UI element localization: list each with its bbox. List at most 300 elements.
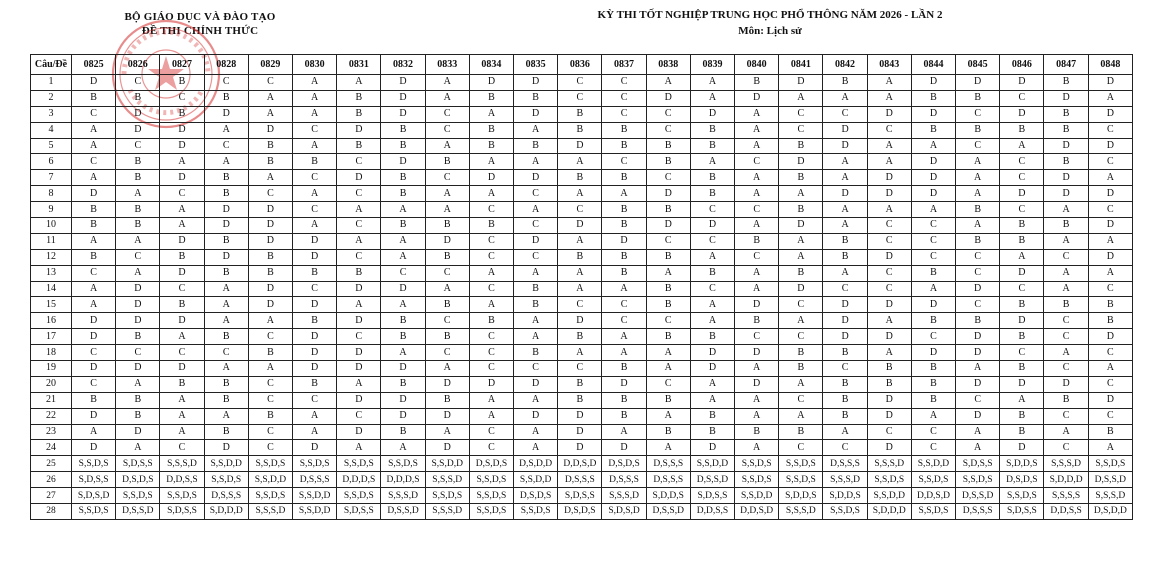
answer-cell: S,D,D,S bbox=[779, 488, 823, 504]
answer-cell: B bbox=[72, 202, 116, 218]
answer-cell: B bbox=[72, 249, 116, 265]
answer-cell: A bbox=[558, 281, 602, 297]
answer-cell: A bbox=[337, 376, 381, 392]
table-row bbox=[31, 106, 1133, 122]
answer-cell: B bbox=[425, 329, 469, 345]
answer-cell: D bbox=[646, 186, 690, 202]
answer-cell: A bbox=[337, 440, 381, 456]
ministry-header bbox=[100, 10, 300, 38]
answer-cell: C bbox=[735, 202, 779, 218]
exam-code-header: 0836 bbox=[558, 55, 602, 75]
answer-cell: C bbox=[735, 154, 779, 170]
answer-cell: B bbox=[425, 154, 469, 170]
answer-cell: A bbox=[646, 75, 690, 91]
table-row bbox=[31, 392, 1133, 408]
answer-cell: A bbox=[204, 361, 248, 377]
answer-cell: A bbox=[116, 376, 160, 392]
answer-cell: B bbox=[248, 408, 292, 424]
answer-cell: D bbox=[425, 233, 469, 249]
answer-cell: S,D,D,S bbox=[1000, 456, 1044, 472]
answer-cell: A bbox=[72, 233, 116, 249]
table-row bbox=[31, 313, 1133, 329]
answer-cell: B bbox=[469, 122, 513, 138]
answer-cell: C bbox=[425, 265, 469, 281]
answer-cell: A bbox=[779, 408, 823, 424]
answer-cell: D bbox=[72, 313, 116, 329]
answer-cell: A bbox=[514, 440, 558, 456]
answer-cell: C bbox=[469, 361, 513, 377]
answer-cell: D,S,D,S bbox=[469, 456, 513, 472]
answer-cell: A bbox=[204, 297, 248, 313]
answer-cell: D bbox=[1000, 75, 1044, 91]
answer-cell: C bbox=[602, 313, 646, 329]
answer-cell: B bbox=[381, 138, 425, 154]
answer-cell: C bbox=[1044, 361, 1088, 377]
answer-cell: S,S,S,D bbox=[248, 504, 292, 520]
answer-cell: C bbox=[911, 329, 955, 345]
answer-cell: B bbox=[911, 376, 955, 392]
answer-cell: D bbox=[867, 408, 911, 424]
answer-cell: C bbox=[602, 154, 646, 170]
answer-cell: D bbox=[1088, 75, 1132, 91]
answer-cell: A bbox=[514, 265, 558, 281]
answer-cell: D bbox=[116, 361, 160, 377]
question-number: 10 bbox=[31, 218, 72, 234]
answer-cell: D bbox=[1000, 376, 1044, 392]
answer-cell: A bbox=[469, 186, 513, 202]
answer-cell: A bbox=[646, 361, 690, 377]
question-number: 13 bbox=[31, 265, 72, 281]
answer-cell: D bbox=[779, 75, 823, 91]
answer-cell: D bbox=[1088, 138, 1132, 154]
answer-cell: C bbox=[646, 376, 690, 392]
answer-cell: A bbox=[867, 138, 911, 154]
exam-code-header: 0843 bbox=[867, 55, 911, 75]
answer-cell: C bbox=[469, 249, 513, 265]
answer-cell: A bbox=[425, 138, 469, 154]
answer-cell: B bbox=[823, 345, 867, 361]
answer-cell: D bbox=[204, 249, 248, 265]
answer-cell: B bbox=[823, 376, 867, 392]
answer-cell: D bbox=[160, 313, 204, 329]
answer-cell: D bbox=[956, 281, 1000, 297]
answer-cell: C bbox=[911, 218, 955, 234]
answer-cell: B bbox=[160, 75, 204, 91]
answer-cell: A bbox=[911, 202, 955, 218]
answer-cell: B bbox=[779, 138, 823, 154]
answer-cell: C bbox=[514, 218, 558, 234]
answer-cell: D bbox=[160, 361, 204, 377]
answer-cell: B bbox=[204, 376, 248, 392]
answer-cell: D bbox=[779, 281, 823, 297]
answer-cell: C bbox=[646, 313, 690, 329]
answer-cell: B bbox=[646, 138, 690, 154]
answer-cell: D bbox=[1088, 392, 1132, 408]
answer-cell: A bbox=[1000, 249, 1044, 265]
answer-cell: D,S,D,D bbox=[1088, 504, 1132, 520]
answer-cell: D bbox=[823, 313, 867, 329]
table-row bbox=[31, 440, 1133, 456]
answer-cell: A bbox=[514, 122, 558, 138]
answer-cell: B bbox=[116, 202, 160, 218]
answer-cell: A bbox=[1044, 265, 1088, 281]
answer-cell: B bbox=[204, 90, 248, 106]
answer-cell: S,S,D,S bbox=[72, 456, 116, 472]
answer-cell: A bbox=[293, 424, 337, 440]
answer-cell: C bbox=[337, 154, 381, 170]
table-row bbox=[31, 138, 1133, 154]
answer-cell: B bbox=[116, 90, 160, 106]
exam-code-header: 0847 bbox=[1044, 55, 1088, 75]
answer-cell: D bbox=[1044, 186, 1088, 202]
answer-cell: B bbox=[646, 424, 690, 440]
answer-cell: D,S,D,S bbox=[514, 488, 558, 504]
answer-cell: S,S,D,S bbox=[779, 472, 823, 488]
answer-cell: S,S,D,S bbox=[867, 472, 911, 488]
answer-cell: C bbox=[558, 75, 602, 91]
answer-cell: C bbox=[1044, 440, 1088, 456]
answer-cell: D bbox=[337, 345, 381, 361]
question-number: 23 bbox=[31, 424, 72, 440]
answer-cell: C bbox=[1088, 376, 1132, 392]
answer-cell: S,S,D,S bbox=[72, 504, 116, 520]
exam-code-header: 0838 bbox=[646, 55, 690, 75]
answer-cell: A bbox=[911, 281, 955, 297]
answer-cell: S,S,D,S bbox=[293, 456, 337, 472]
answer-cell: D bbox=[1044, 170, 1088, 186]
answer-cell: C bbox=[1000, 202, 1044, 218]
answer-cell: S,S,S,D bbox=[823, 472, 867, 488]
answer-cell: B bbox=[690, 329, 734, 345]
answer-cell: B bbox=[204, 186, 248, 202]
answer-cell: D,D,S,S bbox=[690, 504, 734, 520]
answer-cell: A bbox=[956, 170, 1000, 186]
answer-cell: D bbox=[204, 106, 248, 122]
answer-cell: A bbox=[1000, 392, 1044, 408]
answer-cell: D bbox=[911, 106, 955, 122]
answer-cell: A bbox=[116, 265, 160, 281]
answer-cell: A bbox=[735, 408, 779, 424]
answer-cell: C bbox=[1088, 281, 1132, 297]
answer-cell: B bbox=[248, 345, 292, 361]
answer-cell: S,D,S,S bbox=[116, 456, 160, 472]
answer-cell: B bbox=[204, 424, 248, 440]
answer-cell: S,S,D,D bbox=[204, 456, 248, 472]
exam-code-header: 0835 bbox=[514, 55, 558, 75]
answer-cell: C bbox=[1044, 249, 1088, 265]
answer-cell: D bbox=[1000, 440, 1044, 456]
answer-cell: S,D,S,S bbox=[956, 456, 1000, 472]
answer-cell: B bbox=[690, 408, 734, 424]
answer-cell: A bbox=[602, 281, 646, 297]
answer-cell: D bbox=[911, 186, 955, 202]
table-row bbox=[31, 424, 1133, 440]
answer-cell: B bbox=[425, 218, 469, 234]
answer-cell: C bbox=[248, 75, 292, 91]
answer-cell: D bbox=[337, 281, 381, 297]
answer-cell: B bbox=[72, 218, 116, 234]
answer-cell: A bbox=[381, 297, 425, 313]
answer-cell: A bbox=[1044, 345, 1088, 361]
answer-cell: B bbox=[72, 392, 116, 408]
answer-cell: C bbox=[293, 281, 337, 297]
answer-cell: C bbox=[337, 408, 381, 424]
answer-cell: D bbox=[690, 345, 734, 361]
answer-cell: D bbox=[602, 440, 646, 456]
answer-cell: S,S,S,D bbox=[1044, 456, 1088, 472]
answer-cell: D,S,D,S bbox=[558, 504, 602, 520]
answer-cell: D bbox=[602, 233, 646, 249]
answer-cell: D bbox=[956, 376, 1000, 392]
answer-cell: S,S,D,S bbox=[337, 456, 381, 472]
answer-cell: C bbox=[1044, 329, 1088, 345]
answer-cell: S,D,S,S bbox=[72, 472, 116, 488]
answer-cell: B bbox=[602, 408, 646, 424]
answer-cell: A bbox=[72, 424, 116, 440]
answer-cell: C bbox=[1000, 345, 1044, 361]
answer-cell: A bbox=[248, 106, 292, 122]
answer-cell: D bbox=[293, 249, 337, 265]
answer-cell: B bbox=[779, 202, 823, 218]
answer-cell: B bbox=[1044, 122, 1088, 138]
answer-cell: B bbox=[293, 376, 337, 392]
answer-cell: A bbox=[779, 249, 823, 265]
answer-cell: A bbox=[293, 186, 337, 202]
answer-cell: C bbox=[160, 186, 204, 202]
answer-cell: D bbox=[160, 138, 204, 154]
answer-cell: C bbox=[248, 186, 292, 202]
answer-cell: B bbox=[72, 90, 116, 106]
answer-cell: B bbox=[735, 313, 779, 329]
answer-cell: C bbox=[204, 75, 248, 91]
answer-cell: B bbox=[293, 154, 337, 170]
answer-cell: D bbox=[248, 218, 292, 234]
answer-cell: S,D,D,S bbox=[646, 488, 690, 504]
answer-cell: A bbox=[646, 408, 690, 424]
answer-cell: B bbox=[779, 424, 823, 440]
answer-cell: S,D,D,D bbox=[204, 504, 248, 520]
answer-cell: D bbox=[867, 170, 911, 186]
answer-cell: A bbox=[735, 440, 779, 456]
answer-cell: D bbox=[690, 218, 734, 234]
answer-cell: A bbox=[956, 186, 1000, 202]
answer-cell: D bbox=[293, 233, 337, 249]
answer-cell: B bbox=[514, 90, 558, 106]
answer-cell: D bbox=[690, 440, 734, 456]
answer-cell: D bbox=[160, 233, 204, 249]
exam-code-header: 0837 bbox=[602, 55, 646, 75]
answer-cell: B bbox=[1000, 122, 1044, 138]
answer-cell: C bbox=[1000, 281, 1044, 297]
answer-cell: B bbox=[956, 202, 1000, 218]
answer-cell: A bbox=[735, 122, 779, 138]
answer-cell: C bbox=[779, 297, 823, 313]
answer-cell: A bbox=[823, 90, 867, 106]
question-number: 15 bbox=[31, 297, 72, 313]
answer-cell: B bbox=[425, 249, 469, 265]
answer-cell: D bbox=[160, 265, 204, 281]
answer-cell: S,S,S,D bbox=[381, 488, 425, 504]
answer-cell: C bbox=[823, 106, 867, 122]
answer-cell: D,D,S,D bbox=[911, 488, 955, 504]
answer-cell: B bbox=[1000, 297, 1044, 313]
question-number: 8 bbox=[31, 186, 72, 202]
answer-cell: S,S,D,S bbox=[116, 488, 160, 504]
answer-cell: A bbox=[337, 233, 381, 249]
answer-cell: B bbox=[337, 90, 381, 106]
answer-cell: B bbox=[558, 170, 602, 186]
answer-cell: D bbox=[116, 297, 160, 313]
answer-cell: A bbox=[956, 218, 1000, 234]
answer-cell: B bbox=[469, 138, 513, 154]
answer-cell: S,S,D,S bbox=[204, 472, 248, 488]
answer-cell: B bbox=[1044, 392, 1088, 408]
answer-cell: D bbox=[425, 376, 469, 392]
answer-cell: A bbox=[956, 440, 1000, 456]
answer-cell: D bbox=[72, 329, 116, 345]
answer-cell: C bbox=[956, 249, 1000, 265]
answer-cell: B bbox=[469, 313, 513, 329]
answer-cell: A bbox=[293, 218, 337, 234]
answer-cell: D bbox=[690, 361, 734, 377]
answer-cell: C bbox=[1088, 122, 1132, 138]
answer-cell: A bbox=[514, 313, 558, 329]
answer-cell: D bbox=[867, 440, 911, 456]
answer-cell: D bbox=[425, 440, 469, 456]
answer-cell: C bbox=[248, 329, 292, 345]
answer-cell: S,D,S,S bbox=[558, 488, 602, 504]
answer-cell: A bbox=[469, 392, 513, 408]
answer-cell: D,S,D,S bbox=[602, 456, 646, 472]
answer-cell: A bbox=[293, 75, 337, 91]
answer-cell: D bbox=[116, 313, 160, 329]
answer-cell: D bbox=[558, 424, 602, 440]
answer-cell: B bbox=[602, 249, 646, 265]
question-number: 24 bbox=[31, 440, 72, 456]
answer-cell: D bbox=[558, 408, 602, 424]
answer-cell: A bbox=[248, 313, 292, 329]
answer-cell: C bbox=[72, 345, 116, 361]
answer-cell: B bbox=[646, 249, 690, 265]
answer-cell: A bbox=[514, 424, 558, 440]
answer-cell: D bbox=[867, 297, 911, 313]
answer-cell: D,S,D,D bbox=[514, 456, 558, 472]
answer-cell: B bbox=[690, 122, 734, 138]
answer-cell: A bbox=[469, 297, 513, 313]
answer-cell: D bbox=[248, 297, 292, 313]
table-row bbox=[31, 122, 1133, 138]
answer-cell: S,D,S,S bbox=[690, 488, 734, 504]
answer-cell: B bbox=[1044, 154, 1088, 170]
answer-cell: A bbox=[735, 361, 779, 377]
answer-cell: D bbox=[337, 392, 381, 408]
answer-cell: S,S,D,S bbox=[337, 488, 381, 504]
exam-code-header: 0839 bbox=[690, 55, 734, 75]
answer-cell: C bbox=[779, 122, 823, 138]
answer-cell: B bbox=[116, 154, 160, 170]
answer-cell: A bbox=[204, 408, 248, 424]
answer-cell: A bbox=[867, 313, 911, 329]
table-row bbox=[31, 472, 1133, 488]
answer-cell: D bbox=[646, 218, 690, 234]
answer-cell: S,S,D,S bbox=[248, 488, 292, 504]
answer-cell: D bbox=[779, 154, 823, 170]
answer-cell: B bbox=[823, 392, 867, 408]
answer-cell: A bbox=[735, 281, 779, 297]
answer-cell: C bbox=[602, 106, 646, 122]
answer-cell: S,S,D,S bbox=[956, 472, 1000, 488]
answer-cell: D bbox=[469, 75, 513, 91]
answer-cell: B bbox=[646, 154, 690, 170]
answer-cell: D bbox=[337, 361, 381, 377]
answer-cell: D bbox=[72, 440, 116, 456]
answer-cell: A bbox=[602, 424, 646, 440]
answer-cell: D bbox=[735, 90, 779, 106]
answer-cell: C bbox=[204, 345, 248, 361]
question-number: 11 bbox=[31, 233, 72, 249]
table-row bbox=[31, 345, 1133, 361]
table-row bbox=[31, 504, 1133, 520]
answer-cell: D bbox=[779, 218, 823, 234]
answer-cell: B bbox=[911, 392, 955, 408]
answer-cell: D,S,S,D bbox=[646, 504, 690, 520]
answer-cell: A bbox=[690, 249, 734, 265]
answer-cell: C bbox=[469, 424, 513, 440]
answer-cell: B bbox=[514, 281, 558, 297]
answer-cell: A bbox=[514, 329, 558, 345]
answer-cell: C bbox=[293, 122, 337, 138]
answer-cell: C bbox=[779, 392, 823, 408]
answer-cell: A bbox=[160, 424, 204, 440]
answer-cell: A bbox=[867, 90, 911, 106]
answer-cell: A bbox=[1088, 440, 1132, 456]
answer-cell: D bbox=[293, 440, 337, 456]
answer-cell: B bbox=[602, 122, 646, 138]
answer-cell: C bbox=[72, 376, 116, 392]
answer-cell: A bbox=[248, 361, 292, 377]
answer-cell: A bbox=[293, 408, 337, 424]
answer-cell: B bbox=[646, 392, 690, 408]
answer-cell: B bbox=[1088, 297, 1132, 313]
answer-cell: A bbox=[690, 297, 734, 313]
answer-cell: B bbox=[779, 265, 823, 281]
exam-code-header: 0845 bbox=[956, 55, 1000, 75]
answer-cell: C bbox=[911, 424, 955, 440]
answer-cell: C bbox=[425, 170, 469, 186]
table-row bbox=[31, 202, 1133, 218]
exam-code-header: 0830 bbox=[293, 55, 337, 75]
answer-cell: A bbox=[1088, 233, 1132, 249]
answer-cell: D bbox=[248, 122, 292, 138]
answer-cell: C bbox=[1088, 408, 1132, 424]
answer-cell: D bbox=[911, 297, 955, 313]
answer-cell: B bbox=[160, 249, 204, 265]
answer-cell: D bbox=[72, 361, 116, 377]
answer-cell: D bbox=[867, 329, 911, 345]
answer-cell: S,S,S,D bbox=[1088, 488, 1132, 504]
answer-cell: A bbox=[1000, 138, 1044, 154]
answer-cell: B bbox=[602, 202, 646, 218]
answer-cell: D bbox=[248, 202, 292, 218]
answer-cell: A bbox=[337, 297, 381, 313]
answer-cell: B bbox=[956, 313, 1000, 329]
answer-cell: A bbox=[425, 281, 469, 297]
answer-cell: C bbox=[602, 297, 646, 313]
answer-cell: C bbox=[602, 90, 646, 106]
answer-cell: C bbox=[867, 265, 911, 281]
answer-cell: B bbox=[867, 376, 911, 392]
answer-cell: S,S,S,D bbox=[160, 456, 204, 472]
